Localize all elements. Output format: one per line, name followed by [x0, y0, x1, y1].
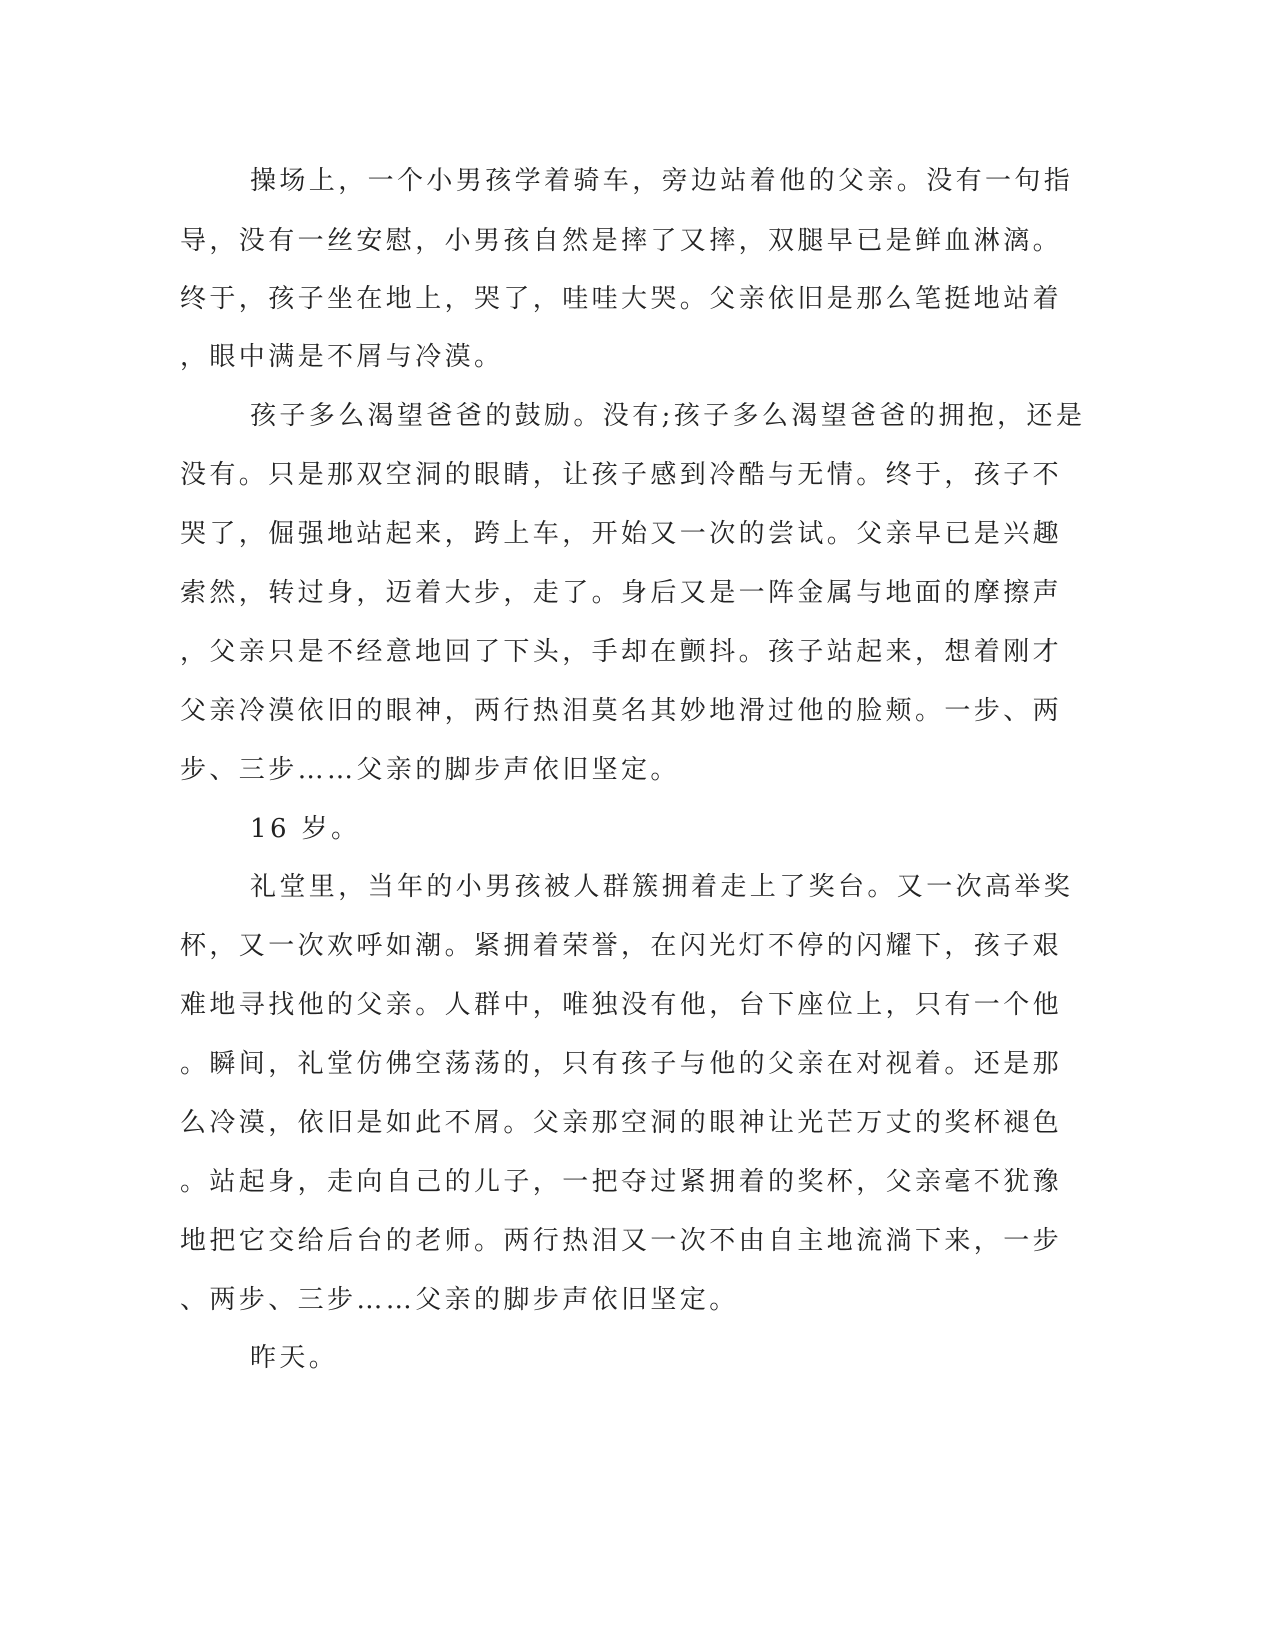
text-line: 索然，转过身，迈着大步，走了。身后又是一阵金属与地面的摩擦声: [180, 578, 1063, 608]
text-line: 杯，又一次欢呼如潮。紧拥着荣誉，在闪光灯不停的闪耀下，孩子艰: [180, 931, 1063, 961]
text-line: 哭了，倔强地站起来，跨上车，开始又一次的尝试。父亲早已是兴趣: [180, 519, 1063, 549]
text-line: 操场上，一个小男孩学着骑车，旁边站着他的父亲。没有一句指: [250, 166, 1074, 196]
text-line: 地把它交给后台的老师。两行热泪又一次不由自主地流淌下来，一步: [180, 1226, 1063, 1256]
text-line: 父亲冷漠依旧的眼神，两行热泪莫名其妙地滑过他的脸颊。一步、两: [180, 696, 1063, 726]
text-line: 礼堂里，当年的小男孩被人群簇拥着走上了奖台。又一次高举奖: [250, 872, 1074, 902]
text-line: 。站起身，走向自己的儿子，一把夺过紧拥着的奖杯，父亲毫不犹豫: [180, 1167, 1063, 1197]
text-line: 难地寻找他的父亲。人群中，唯独没有他，台下座位上，只有一个他: [180, 990, 1063, 1020]
text-line: 孩子多么渴望爸爸的鼓励。没有;孩子多么渴望爸爸的拥抱，还是: [250, 401, 1086, 431]
text-line: 么冷漠，依旧是如此不屑。父亲那空洞的眼神让光芒万丈的奖杯褪色: [180, 1108, 1063, 1138]
text-line: 16 岁。: [250, 814, 361, 844]
text-line: 。瞬间，礼堂仿佛空荡荡的，只有孩子与他的父亲在对视着。还是那: [180, 1049, 1063, 1079]
text-line: ，父亲只是不经意地回了下头，手却在颤抖。孩子站起来，想着刚才: [180, 637, 1063, 667]
text-line: 步、三步……父亲的脚步声依旧坚定。: [180, 755, 680, 785]
text-line: 导，没有一丝安慰，小男孩自然是摔了又摔，双腿早已是鲜血淋漓。: [180, 226, 1063, 256]
text-line: 昨天。: [250, 1343, 339, 1373]
text-line: 、两步、三步……父亲的脚步声依旧坚定。: [180, 1285, 739, 1315]
text-line: ，眼中满是不屑与冷漠。: [180, 342, 504, 372]
text-line: 没有。只是那双空洞的眼睛，让孩子感到冷酷与无情。终于，孩子不: [180, 460, 1063, 490]
text-line: 终于，孩子坐在地上，哭了，哇哇大哭。父亲依旧是那么笔挺地站着: [180, 284, 1063, 314]
